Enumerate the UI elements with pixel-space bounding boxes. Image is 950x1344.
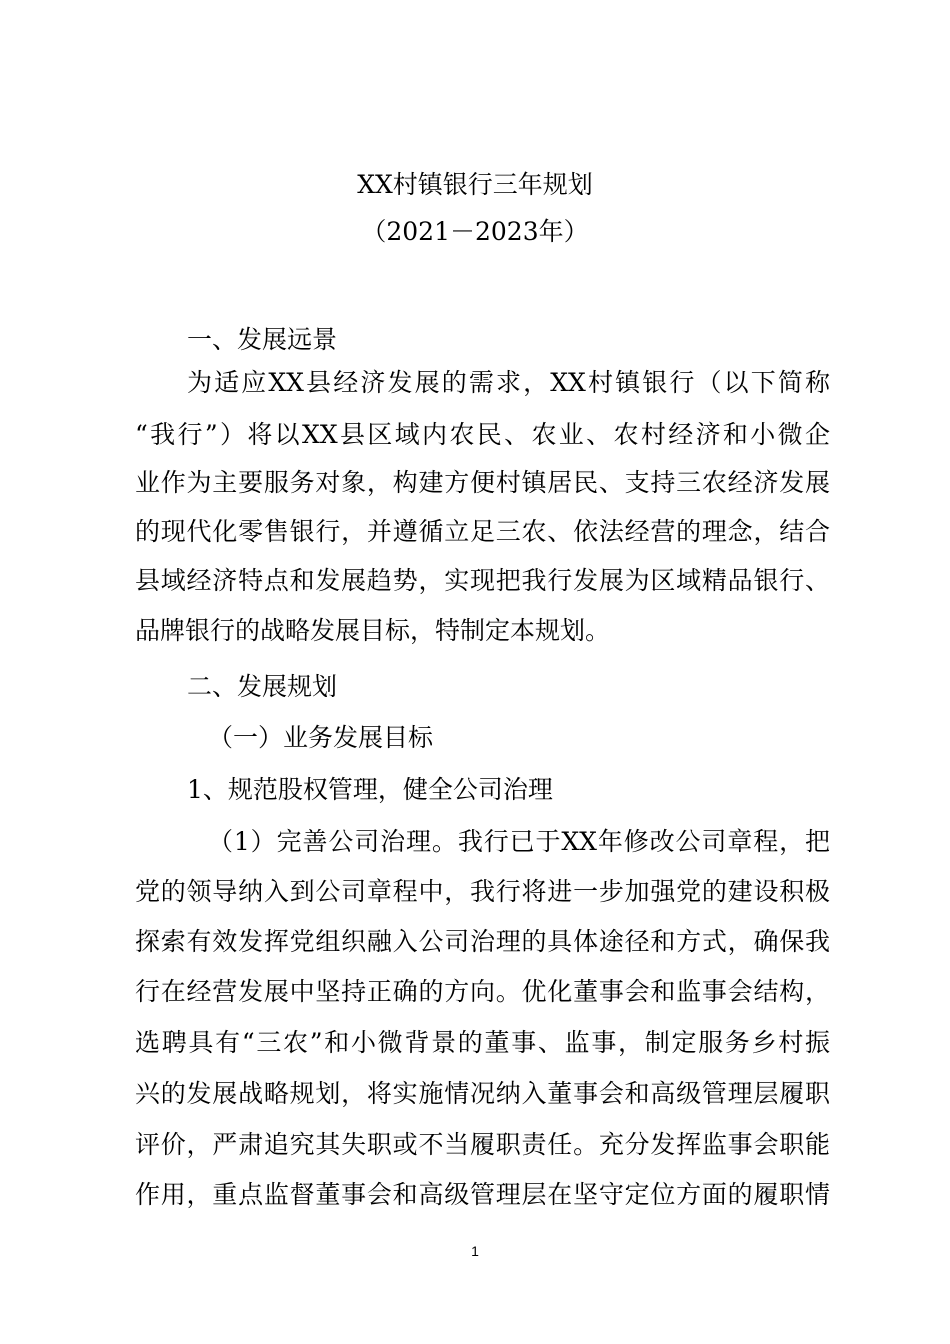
section-heading-plan: 二、发展规划 [187,672,338,701]
paragraph-line: “我行”）将以XX县区域内农民、农业、农村经济和小微企 [135,420,830,449]
subsection-heading: （一）业务发展目标 [208,723,434,752]
section-heading-vision: 一、发展远景 [187,325,338,354]
paragraph-line: 党的领导纳入到公司章程中，我行将进一步加强党的建设积极 [135,877,830,906]
paragraph-line: 为适应XX县经济发展的需求，XX村镇银行（以下简称 [187,368,830,397]
paragraph-line: 行在经营发展中坚持正确的方向。优化董事会和监事会结构， [135,977,830,1006]
paragraph-line: 作用，重点监督董事会和高级管理层在坚守定位方面的履职情 [135,1180,830,1209]
paragraph-line: 品牌银行的战略发展目标，特制定本规划。 [135,616,611,645]
paragraph-line: （1）完善公司治理。我行已于XX年修改公司章程，把 [208,827,830,856]
document-subtitle: （2021－2023年） [361,217,589,246]
document-title: XX村镇银行三年规划 [357,170,593,199]
paragraph-line: 县域经济特点和发展趋势，实现把我行发展为区域精品银行、 [135,566,830,595]
paragraph-line: 选聘具有“三农”和小微背景的董事、监事，制定服务乡村振 [135,1028,830,1057]
paragraph-line: 探索有效发挥党组织融入公司治理的具体途径和方式，确保我 [135,927,830,956]
paragraph-line: 评价，严肃追究其失职或不当履职责任。充分发挥监事会职能 [135,1130,830,1159]
paragraph-line: 业作为主要服务对象，构建方便村镇居民、支持三农经济发展 [135,468,830,497]
item-heading: 1、规范股权管理，健全公司治理 [187,775,553,804]
page-number: 1 [471,1243,479,1259]
paragraph-line: 的现代化零售银行，并遵循立足三农、依法经营的理念，结合 [135,517,830,546]
paragraph-line: 兴的发展战略规划，将实施情况纳入董事会和高级管理层履职 [135,1079,830,1108]
